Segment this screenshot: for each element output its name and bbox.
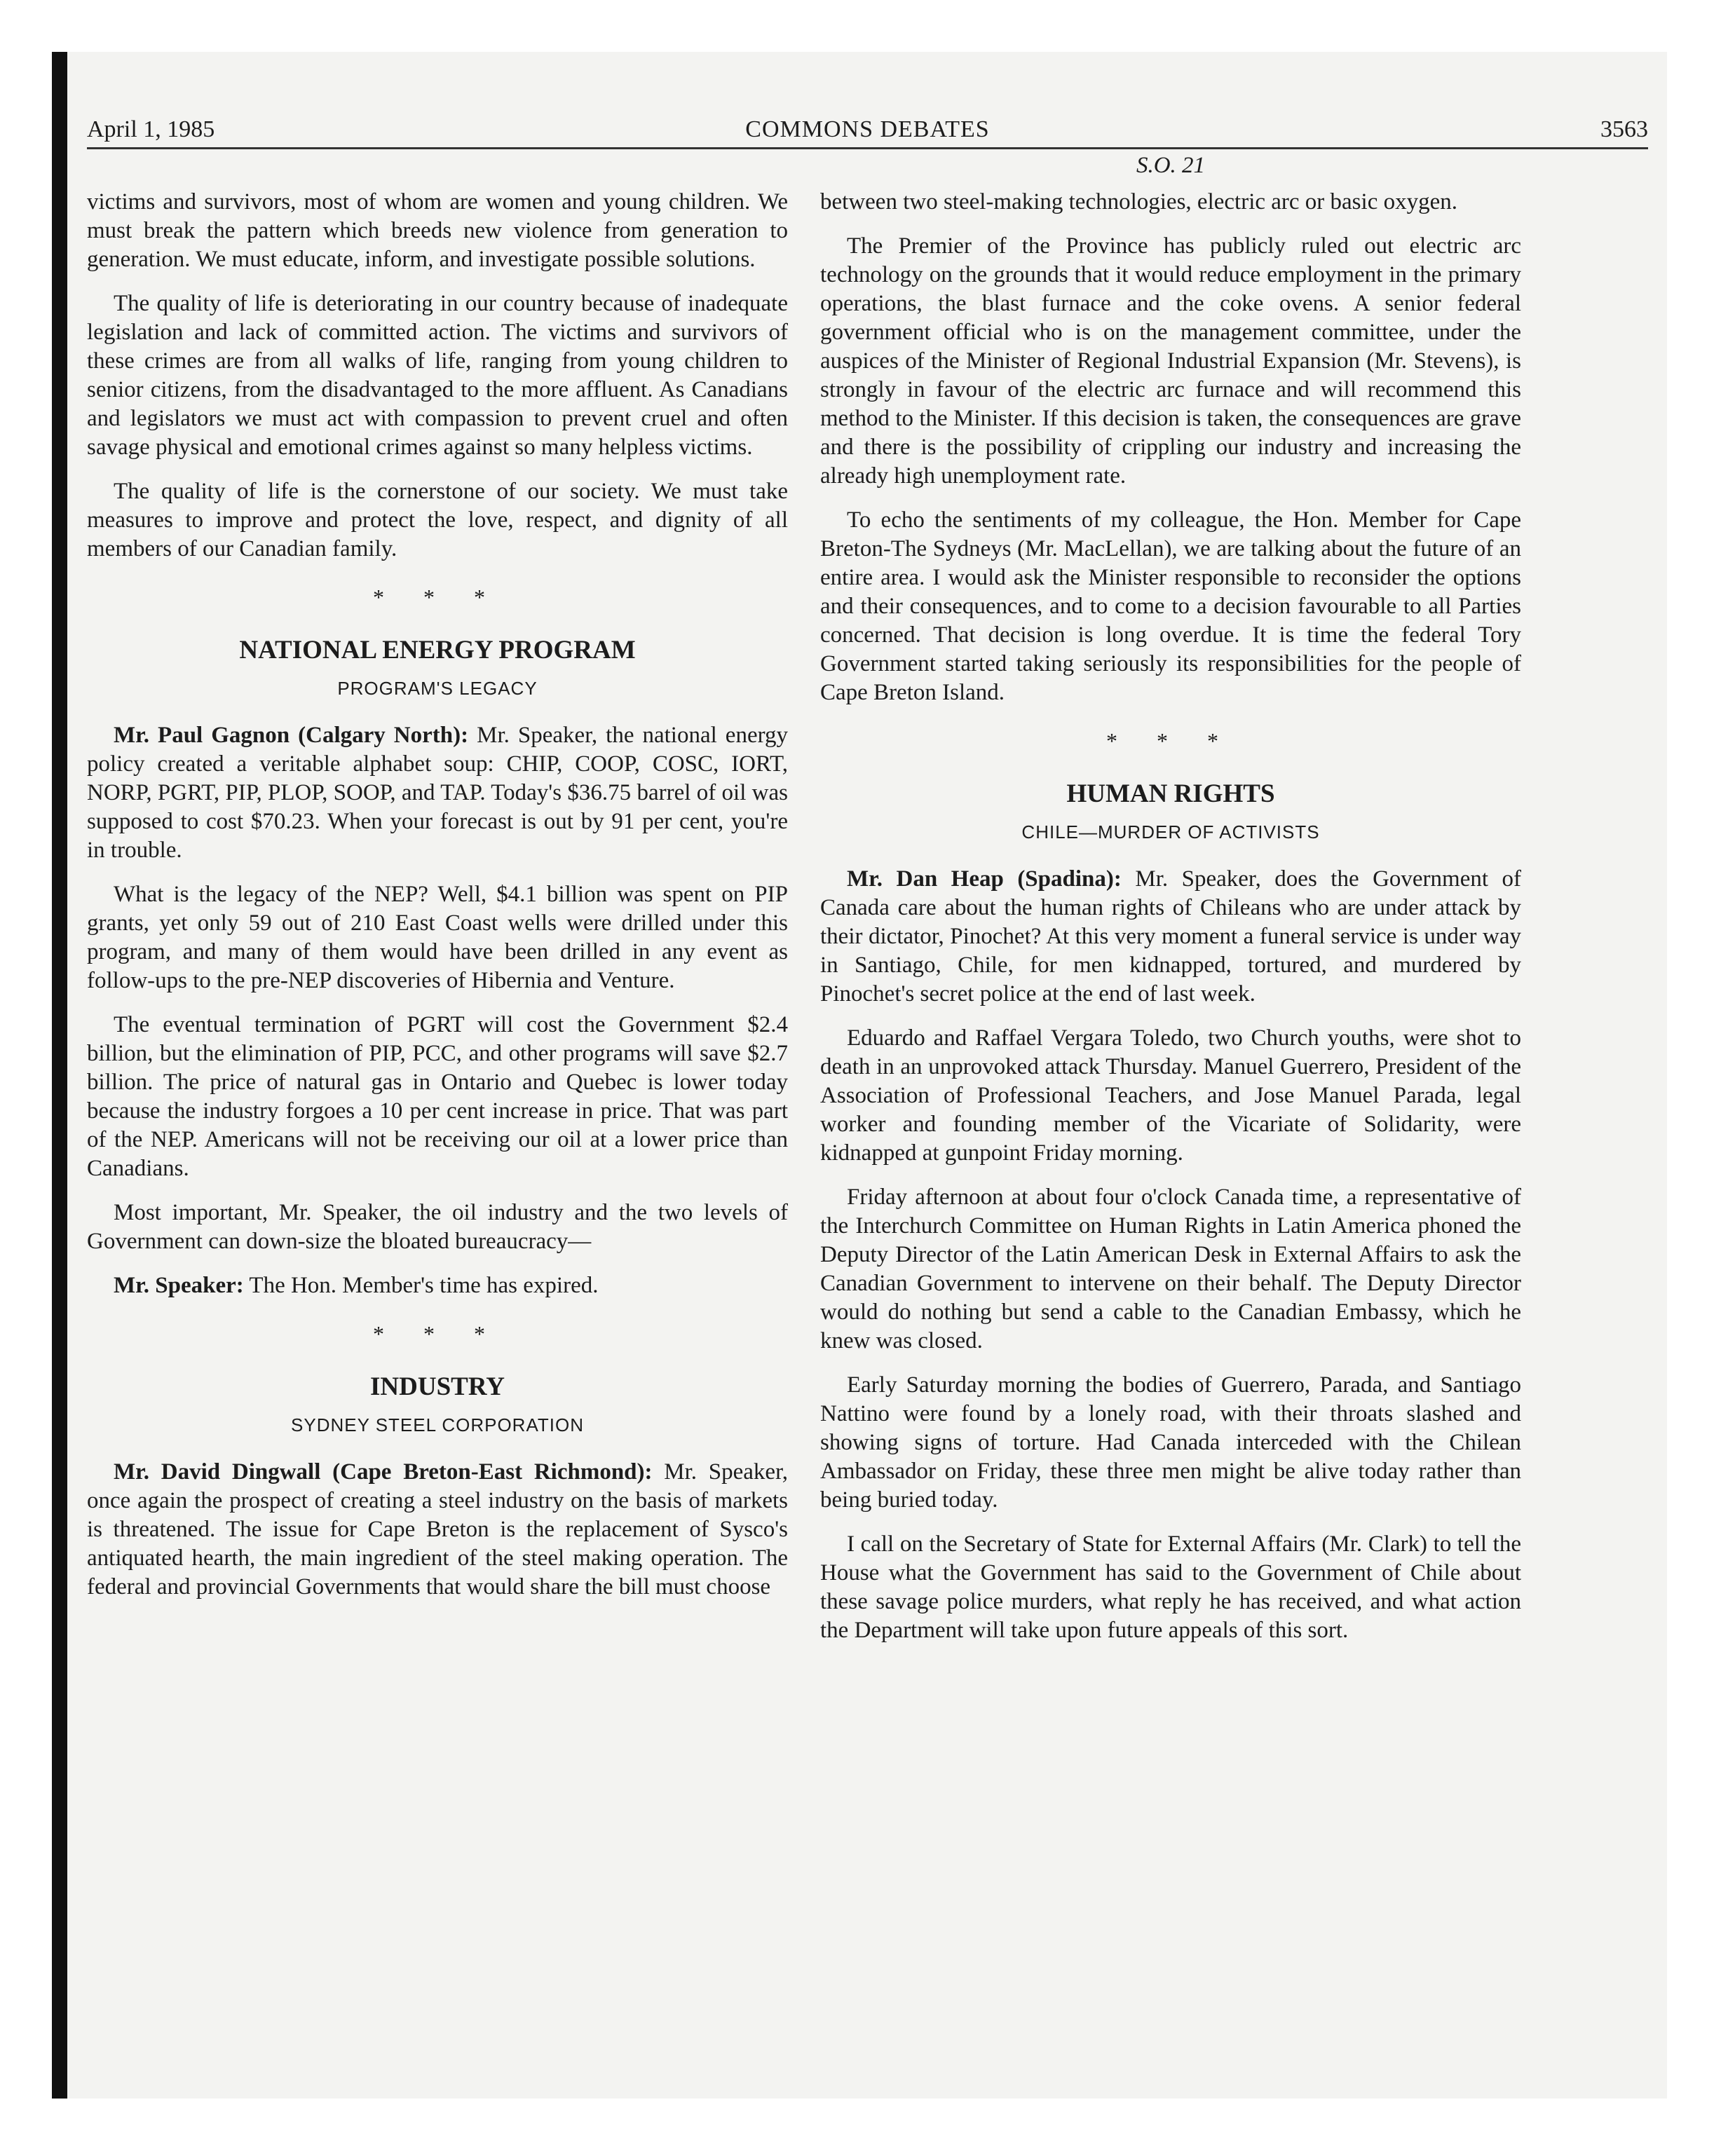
standing-order-label: S.O. 21 — [1136, 153, 1206, 178]
paragraph: Early Saturday morning the bodies of Guerrero, Parada, and Santiago Nattino were found by a lonely road, with their throats slashed and showing signs of torture. Had Canada interceded with the Chilean Ambassador on Friday, these three men might be alive today rather than being buried today. — [820, 1372, 1521, 1513]
paragraph: To echo the sentiments of my colleague, the Hon. Member for Cape Breton-The Sydneys (Mr. MacLellan), we are talking about the future of an entire area. I would ask the Minister responsible to reconsider the options and their consequences, and to come to a decision favourable to all Parties concerned. That decision is long overdue. It is time the federal Tory Government started taking seriously its responsibilities for the people of Cape Breton Island. — [820, 507, 1521, 705]
speech-paragraph — [87, 721, 788, 865]
section-separator: * * * — [1106, 728, 1235, 753]
section-title-industry: INDUSTRY — [370, 1372, 505, 1401]
left-column — [87, 188, 788, 1617]
speaker-name: Mr. Dan Heap (Spadina): — [847, 866, 1122, 892]
section-separator: * * * — [373, 1321, 502, 1346]
paragraph: What is the legacy of the NEP? Well, $4.1 billion was spent on PIP grants, yet only 59 out of 210 East Coast wells were drilled under this program, and many of them would have been drilled in any event as follow-ups to the pre-NEP discoveries of Hibernia and Venture. — [87, 882, 788, 993]
speaker-name: Mr. Paul Gagnon (Calgary North): — [114, 723, 469, 748]
paragraph: between two steel-making technologies, electric arc or basic oxygen. — [820, 189, 1457, 214]
header-title: COMMONS DEBATES — [745, 116, 990, 142]
paragraph: Most important, Mr. Speaker, the oil industry and the two levels of Government can down-size the bloated bureaucracy— — [87, 1200, 788, 1254]
paragraph: victims and survivors, most of whom are women and young children. We must break the pattern which breeds new violence from generation to generation. We must educate, inform, and investigate possible solutions. — [87, 189, 788, 272]
speech-paragraph — [87, 1458, 788, 1602]
speech-text: Mr. Speaker, the national energy policy created a veritable alphabet soup: CHIP, COOP, COSC, IORT, NORP, PGRT, PIP, PLOP, SOOP, and TAP. Today's $36.75 barrel of oil was supposed to cost $70.23. When your forecast is out by 91 per cent, you're in trouble. — [87, 723, 788, 863]
speech-text: The Hon. Member's time has expired. — [243, 1273, 599, 1298]
speaker-name: Mr. Speaker: — [114, 1273, 244, 1298]
speech-paragraph — [820, 865, 1521, 1009]
paragraph: Friday afternoon at about four o'clock Canada time, a representative of the Interchurch Committee on Human Rights in Latin America phoned the Deputy Director of the Latin American Desk in External Affairs to ask the Canadian Government to intervene on their behalf. The Deputy Director would do nothing but send a cable to the Canadian Embassy, which he knew was closed. — [820, 1185, 1521, 1353]
speech-paragraph — [87, 1271, 788, 1300]
paragraph: Eduardo and Raffael Vergara Toledo, two Church youths, were shot to death in an unprovoked attack Thursday. Manuel Guerrero, President of the Association of Professional Teachers, and Jose Manuel Parada, legal worker and founding member of the Vicariate of Solidarity, were kidnapped at gunpoint Friday morning. — [820, 1025, 1521, 1166]
section-subtitle-industry: SYDNEY STEEL CORPORATION — [291, 1414, 584, 1435]
paragraph: The quality of life is the cornerstone of our society. We must take measures to improve and protect the love, respect, and dignity of all members of our Canadian family. — [87, 479, 788, 561]
paragraph: The quality of life is deteriorating in our country because of inadequate legislation and lack of committed action. The victims and survivors of these crimes are from all walks of life, ranging from young children to senior citizens, from the disadvantaged to the more affluent. As Canadians and legislators we must act with compassion to prevent cruel and often savage physical and emotional crimes against so many helpless victims. — [87, 291, 788, 460]
section-title-human-rights: HUMAN RIGHTS — [1066, 779, 1275, 808]
header-date: April 1, 1985 — [87, 116, 215, 142]
header-page-number: 3563 — [1600, 116, 1648, 142]
section-subtitle-energy: PROGRAM'S LEGACY — [337, 678, 538, 699]
right-column — [820, 188, 1521, 1660]
speech-text: Mr. Speaker, does the Government of Canada care about the human rights of Chileans who are under attack by their dictator, Pinochet? At this very moment a funeral service is under way in Santiago, Chile, for men kidnapped, tortured, and murdered by Pinochet's secret police at the end of last week. — [820, 866, 1521, 1007]
speaker-name: Mr. David Dingwall (Cape Breton-East Richmond): — [114, 1459, 653, 1485]
paragraph: The eventual termination of PGRT will cost the Government $2.4 billion, but the elimination of PIP, PCC, and other programs will save $2.7 billion. The price of natural gas in Ontario and Quebec is lower today because the industry forgoes a 10 per cent increase in price. That was part of the NEP. Americans will not be receiving our oil at a lower price than Canadians. — [87, 1012, 788, 1181]
section-title-energy: NATIONAL ENERGY PROGRAM — [239, 636, 636, 664]
section-subtitle-human-rights: CHILE—MURDER OF ACTIVISTS — [1021, 821, 1320, 842]
scan-edge — [52, 52, 67, 2099]
section-separator: * * * — [373, 585, 502, 610]
paragraph: The Premier of the Province has publicly ruled out electric arc technology on the grounds that it would reduce employment in the primary operations, the blast furnace and the coke ovens. A senior federal government official who is on the management committee, under the auspices of the Minister of Regional Industrial Expansion (Mr. Stevens), is strongly in favour of the electric arc furnace and will recommend this method to the Minister. If this decision is taken, the consequences are grave and there is the possibility of crippling our industry and increasing the already high unemployment rate. — [820, 233, 1521, 489]
page-header — [87, 112, 1648, 149]
paragraph: I call on the Secretary of State for External Affairs (Mr. Clark) to tell the House what the Government has said to the Government of Chile about these savage police murders, what reply he has received, and what action the Department will take upon future appeals of this sort. — [820, 1531, 1521, 1643]
speech-text: Mr. Speaker, once again the prospect of creating a steel industry on the basis of markets is threatened. The issue for Cape Breton is the replacement of Sysco's antiquated hearth, the main ingredient of the steel making operation. The federal and provincial Governments that would share the bill must choose — [87, 1459, 788, 1599]
